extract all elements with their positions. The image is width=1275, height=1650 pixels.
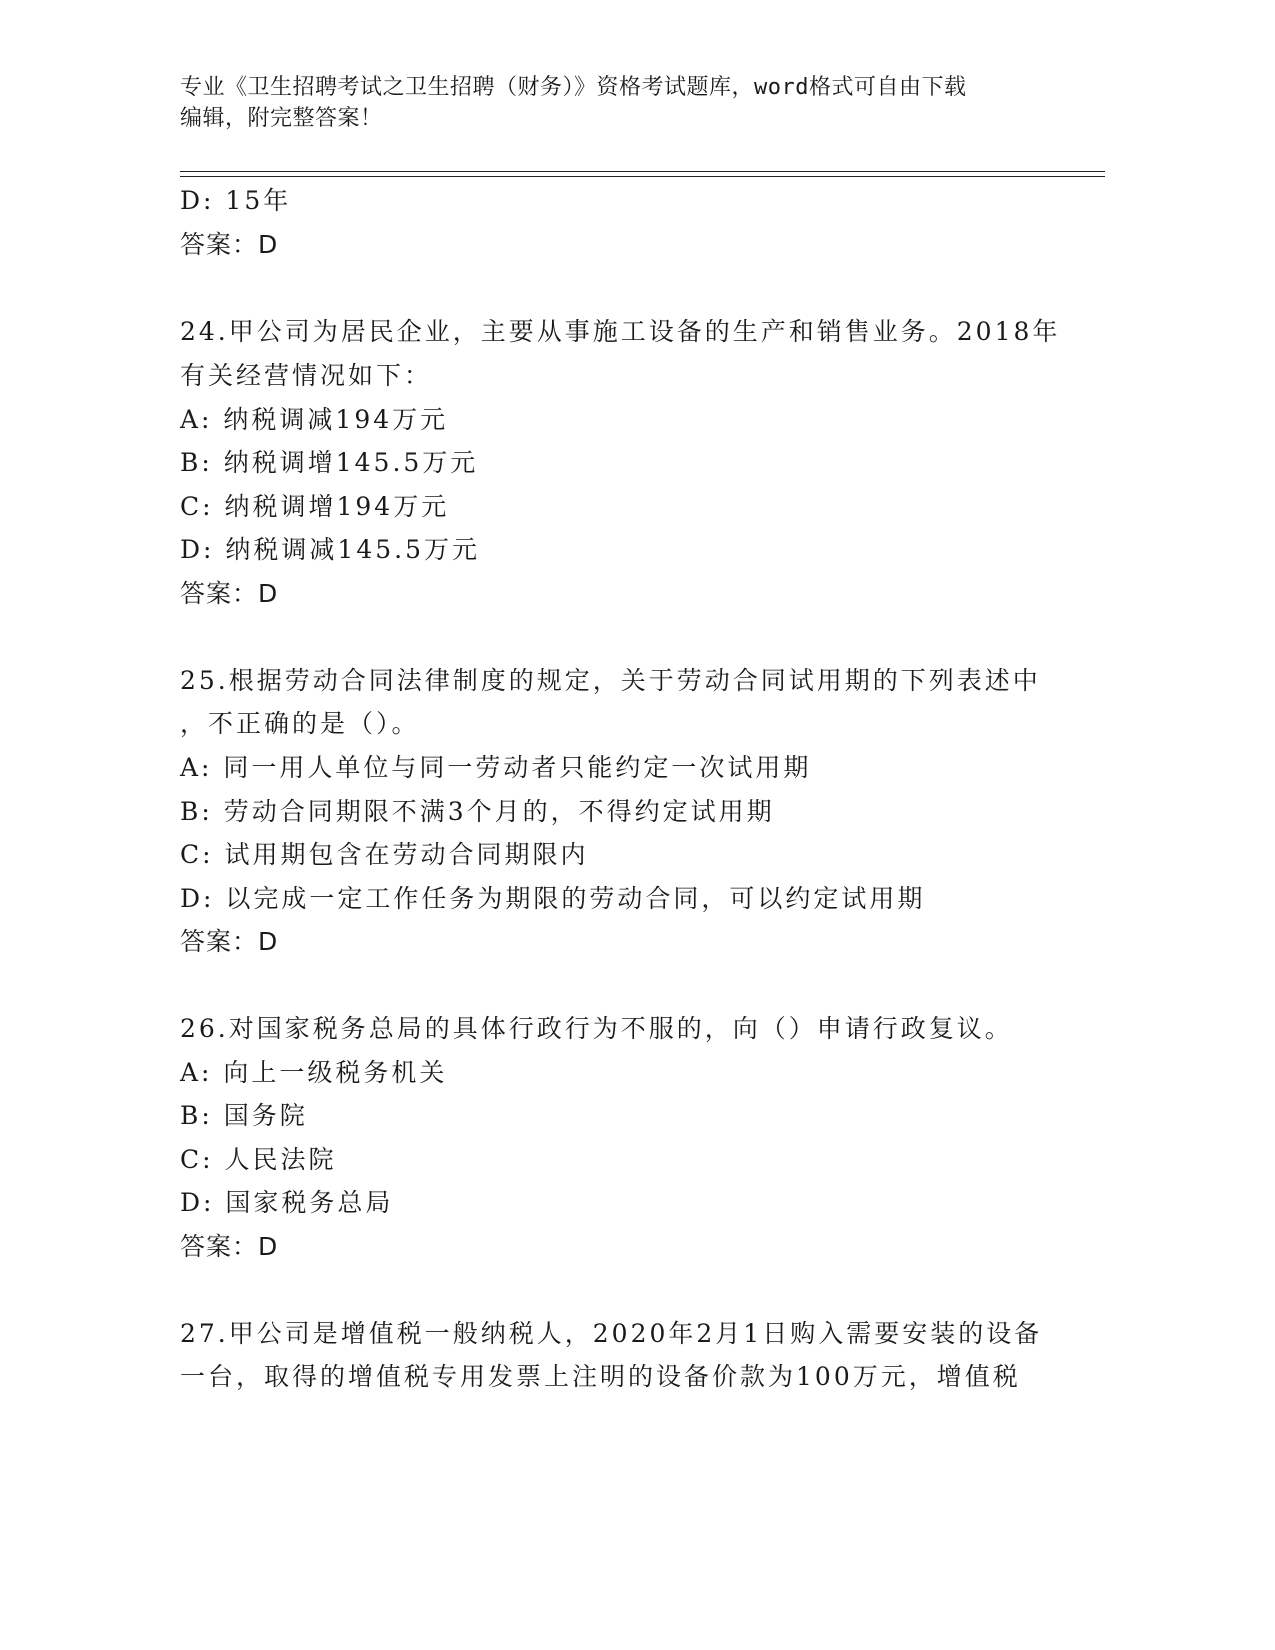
- q26-answer: 答案：D: [180, 1232, 279, 1261]
- q25-option-a: A: 同一用人单位与同一劳动者只能约定一次试用期: [180, 753, 812, 782]
- q24-option-c: C: 纳税调增194万元: [180, 492, 450, 521]
- q26-option-d: D: 国家税务总局: [180, 1188, 394, 1217]
- q25-stem-line-1: 25.根据劳动合同法律制度的规定，关于劳动合同试用期的下列表述中: [180, 666, 1041, 695]
- header-line-2: 编辑，附完整答案！: [180, 106, 383, 131]
- q25-option-b: B: 劳动合同期限不满3个月的，不得约定试用期: [180, 797, 775, 826]
- prev-option-d: D: 15年: [180, 186, 292, 215]
- q26-option-a: A: 向上一级税务机关: [180, 1058, 448, 1087]
- header-line-1: 专业《卫生招聘考试之卫生招聘（财务）》资格考试题库，word格式可自由下载: [180, 75, 967, 100]
- q25-answer: 答案：D: [180, 927, 279, 956]
- q24-answer: 答案：D: [180, 579, 279, 608]
- q27-stem-line-1: 27.甲公司是增值税一般纳税人，2020年2月1日购入需要安装的设备: [180, 1319, 1043, 1348]
- q24-option-d: D: 纳税调减145.5万元: [180, 535, 480, 564]
- q24-option-b: B: 纳税调增145.5万元: [180, 448, 479, 477]
- q26-option-c: C: 人民法院: [180, 1145, 337, 1174]
- q26-option-b: B: 国务院: [180, 1101, 308, 1130]
- prev-answer: 答案：D: [180, 230, 279, 259]
- q25-option-c: C: 试用期包含在劳动合同期限内: [180, 840, 589, 869]
- q24-option-a: A: 纳税调减194万元: [180, 405, 449, 434]
- q24-stem-line-1: 24.甲公司为居民企业，主要从事施工设备的生产和销售业务。2018年: [180, 317, 1061, 346]
- page-header: [180, 72, 1040, 134]
- q27-stem-line-2: 一台，取得的增值税专用发票上注明的设备价款为100万元，增值税: [180, 1362, 1021, 1391]
- header-divider-top: [180, 171, 1105, 172]
- q25-stem-line-2: ，不正确的是（）。: [180, 709, 420, 738]
- q25-option-d: D: 以完成一定工作任务为期限的劳动合同，可以约定试用期: [180, 884, 926, 913]
- q26-stem-line-1: 26.对国家税务总局的具体行政行为不服的，向（）申请行政复议。: [180, 1014, 1013, 1043]
- q24-stem-line-2: 有关经营情况如下：: [180, 361, 433, 390]
- header-divider-bottom: [180, 176, 1105, 177]
